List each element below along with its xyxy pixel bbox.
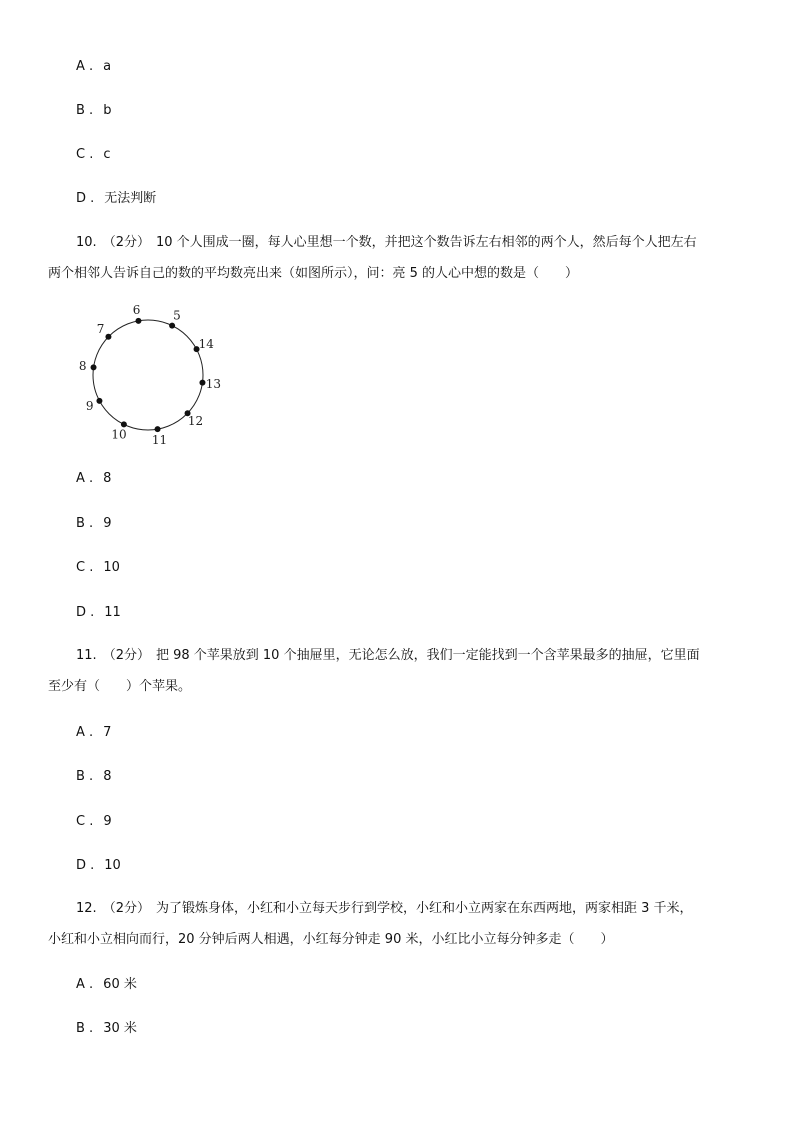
point-label: 12 bbox=[187, 413, 204, 428]
point-label: 9 bbox=[85, 398, 94, 413]
circle-point bbox=[91, 364, 97, 370]
option-letter: B . bbox=[76, 516, 94, 531]
option-letter: D . bbox=[76, 858, 95, 873]
circle-point bbox=[155, 426, 161, 432]
point-label: 7 bbox=[96, 322, 105, 337]
q11-option-c[interactable] bbox=[76, 814, 112, 830]
option-text: 9 bbox=[103, 516, 112, 531]
question-text: 为了锻炼身体，小红和小立每天步行到学校，小红和小立两家在东西两地，两家相距 3 千米， bbox=[155, 901, 693, 916]
question-score: （2分） bbox=[102, 648, 150, 663]
q9-option-b[interactable] bbox=[76, 103, 111, 119]
q10-stem-line2 bbox=[48, 266, 578, 282]
q10-option-b[interactable] bbox=[76, 516, 111, 532]
circle-point bbox=[105, 334, 111, 340]
q9-option-d[interactable] bbox=[76, 191, 156, 207]
option-letter: A . bbox=[76, 977, 94, 992]
q9-option-a[interactable] bbox=[76, 59, 111, 75]
q12-option-a[interactable] bbox=[76, 977, 137, 993]
point-label: 6 bbox=[132, 303, 141, 318]
question-text: 把 98 个苹果放到 10 个抽屉里，无论怎么放，我们一定能找到一个含苹果最多的抽屉，它里面 bbox=[155, 648, 700, 663]
q11-option-d[interactable] bbox=[76, 858, 121, 874]
option-text: c bbox=[103, 147, 111, 162]
question-text: 两个相邻人告诉自己的数的平均数亮出来（如图所示），问：亮 5 的人心中想的数是（ ） bbox=[48, 266, 579, 281]
question-score: （2分） bbox=[102, 901, 150, 916]
question-text: 至少有（ ）个苹果。 bbox=[48, 679, 192, 694]
point-label: 10 bbox=[111, 427, 127, 442]
option-text: 10 bbox=[103, 560, 120, 575]
option-letter: A . bbox=[76, 59, 94, 74]
option-letter: A . bbox=[76, 725, 94, 740]
circle-point bbox=[199, 380, 205, 386]
option-letter: D . bbox=[76, 605, 95, 620]
option-letter: A . bbox=[76, 471, 94, 486]
option-letter: B . bbox=[76, 769, 94, 784]
q12-stem-line1 bbox=[48, 901, 693, 917]
point-label: 8 bbox=[78, 358, 87, 373]
q11-option-a[interactable] bbox=[76, 725, 111, 741]
option-text: 无法判断 bbox=[104, 191, 157, 206]
circle-figure bbox=[70, 302, 230, 452]
q12-option-b[interactable] bbox=[76, 1021, 137, 1037]
q10-stem-line1 bbox=[48, 235, 697, 251]
question-number: 10. bbox=[76, 235, 97, 250]
question-text: 10 个人围成一圈，每人心里想一个数，并把这个数告诉左右相邻的两个人，然后每个人把左右 bbox=[155, 235, 697, 250]
option-text: 30 米 bbox=[103, 1021, 137, 1036]
option-text: 10 bbox=[104, 858, 121, 873]
question-score: （2分） bbox=[102, 235, 150, 250]
question-number: 11. bbox=[76, 648, 97, 663]
point-label: 11 bbox=[151, 432, 168, 447]
question-text: 小红和小立相向而行，20 分钟后两人相遇，小红每分钟走 90 米，小红比小立每分钟多走（ ） bbox=[48, 932, 614, 947]
option-text: 7 bbox=[103, 725, 112, 740]
option-text: 9 bbox=[103, 814, 112, 829]
option-text: b bbox=[103, 103, 112, 118]
option-text: 11 bbox=[104, 605, 121, 620]
q11-stem-line1 bbox=[48, 648, 700, 664]
q10-option-c[interactable] bbox=[76, 560, 120, 576]
circle-point bbox=[135, 318, 141, 324]
q9-option-c[interactable] bbox=[76, 147, 111, 163]
option-letter: D . bbox=[76, 191, 95, 206]
option-letter: B . bbox=[76, 1021, 94, 1036]
option-text: 60 米 bbox=[103, 977, 137, 992]
point-label: 13 bbox=[205, 377, 221, 392]
q11-option-b[interactable] bbox=[76, 769, 111, 785]
option-text: 8 bbox=[103, 471, 112, 486]
circle-point bbox=[169, 323, 175, 329]
question-number: 12. bbox=[76, 901, 97, 916]
q11-stem-line2 bbox=[48, 679, 191, 695]
option-letter: C . bbox=[76, 814, 94, 829]
option-letter: C . bbox=[76, 560, 94, 575]
point-label: 14 bbox=[198, 337, 214, 352]
option-letter: C . bbox=[76, 147, 94, 162]
option-text: 8 bbox=[103, 769, 112, 784]
point-label: 5 bbox=[173, 308, 181, 323]
q10-option-d[interactable] bbox=[76, 605, 121, 621]
circle-point bbox=[96, 398, 102, 404]
option-text: a bbox=[103, 59, 112, 74]
q10-option-a[interactable] bbox=[76, 471, 111, 487]
q12-stem-line2 bbox=[48, 932, 613, 948]
option-letter: B . bbox=[76, 103, 94, 118]
